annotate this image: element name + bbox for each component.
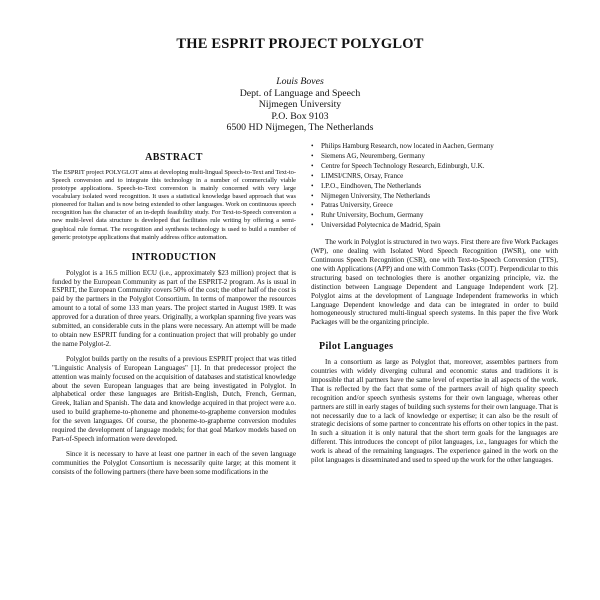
partner-item: • LIMSI/CNRS, Orsay, France	[311, 172, 558, 181]
introduction-heading: INTRODUCTION	[131, 251, 217, 263]
affiliation-line: Nijmegen University	[258, 99, 342, 111]
partner-item: • Nijmegen University, The Netherlands	[311, 192, 558, 201]
left-column	[52, 154, 296, 483]
partner-item: • Universidad Polytecnica de Madrid, Spain	[311, 221, 558, 230]
author-name: Louis Boves	[276, 76, 324, 87]
paper-title: THE ESPRIT PROJECT POLYGLOT	[176, 36, 424, 52]
partner-list	[311, 142, 558, 230]
intro-paragraph: Polyglot is a 16.5 million ECU (i.e., approximately $23 million) project that is funded by the European Community as part of the ESPRIT-2 program. As is usual in ESPRIT, the European Community covers 50% of the cost; the other half of the cost is paid by the partners in the Polyglot Consortium. In terms of manpower the resources amount to a total of some 133 man years. The project started in August 1989. It was approved for a duration of three years. Originally, a workplan spanning five years was submitted, an considerable cuts in the plans were necessary. An attempt will be made to obtain new ESPRIT funding for a continuation project that will probably go under the name Polyglot-2.	[52, 268, 296, 348]
structure-paragraph: The work in Polyglot is structured in two ways. First there are five Work Packages (WP), one dealing with Isolated Word Speech Recognition (IWSR), one with Continuous Speech Recognition (CSR), one with Text-to-Speech Conversion (TTS), one with Applications (APP) and one with Common Tasks (COT). Perpendicular to this structuring based on technologies there is another organizing principle, viz. the distinction between Language Dependent and Language Independent work [2]. Polyglot aims at the development of Language Independent frameworks in which Language Dependent knowledge and data can be integrated in order to build homogeneously structured multi-lingual speech systems. In this paper the five Work Packages will be the organizing principle.	[311, 238, 558, 327]
pilot-languages-heading: Pilot Languages	[319, 341, 394, 353]
intro-paragraph: Since it is necessary to have at least one partner in each of the seven language communities the Polyglot Consortium is necessarily quite large; at this moment it consists of the following partners (there have been some modifications in the	[52, 449, 296, 476]
affiliation-line: Dept. of Language and Speech	[239, 88, 361, 100]
partner-item: • I.P.O., Eindhoven, The Netherlands	[311, 182, 558, 191]
partner-item: • Patras University, Greece	[311, 201, 558, 210]
author-block	[0, 76, 600, 133]
affiliation-line: P.O. Box 9103	[271, 110, 329, 122]
partner-item: • Centre for Speech Technology Research, Edinburgh, U.K.	[311, 162, 558, 171]
intro-paragraph: Polyglot builds partly on the results of a previous ESPRIT project that was titled "Linguistic Analysis of European Languages" [1]. In that predecessor project the attention was mainly focused on the acquisition of databases and statistical knowledge about the seven European languages that are being investigated in Polyglot. In alphabetical order these languages are British-English, Dutch, French, German, Greek, Italian and Spanish. The data and knowledge acquired in that project were a.o. used to build grapheme-to-phoneme and phoneme-to-grapheme conversion modules for the seven languages. Of course, the phoneme-to-grapheme conversion modules required the development of language models; for that goal Markov models based on Part-of-Speech information were developed.	[52, 354, 296, 443]
partner-item: • Siemens AG, Neuremberg, Germany	[311, 152, 558, 161]
right-column	[311, 142, 558, 471]
partner-item: • Philips Hamburg Research, now located in Aachen, Germany	[311, 142, 558, 151]
affiliation-line: 6500 HD Nijmegen, The Netherlands	[226, 121, 374, 133]
abstract-body: The ESPRIT project POLYGLOT aims at developing multi-lingual Speech-to-Text and Text-to-Speech conversion and to integrate this technology in a number of commercially viable prototype applications. Speech-to-Text conversion is mainly concerned with very large vocabulary isolated word recognition. It uses a statistical knowledge based approach that was pioneered for Italian and is now being extended to other languages. Work on continuous speech recognition has the character of an in-depth feasibility study. For Text-to-Speech conversion a new multi-level data structure is developed that facilitates rule writing by offering a semi-graphical rule format. The recognition and synthesis technology is used to build a number of generic prototype applications that mainly address office automation.	[52, 168, 296, 241]
abstract-heading: ABSTRACT	[145, 152, 203, 163]
pilot-languages-body: In a consortium as large as Polyglot that, moreover, assembles partners from countries with widely diverging cultural and economic status and traditions it is impossible that all partners have the same level of expertise in all aspects of the work. That is reflected by the fact that some of the partners avail of high quality speech recognition and/or speech synthesis systems for their own language, whereas other partners are still in early stages of building such systems for their own language. That is not necessarily due to a lack of knowledge or expertise; it can also be the result of strategic decisions of some partner to concentrate his efforts on other topics in the past. In such a situation it is only natural that the short term goals for the languages are different. This introduces the concept of pilot languages, i.e., languages for which the work is ahead of the remaining languages. The experience gained in the work on the pilot languages is disseminated and used to speed up the work for the other languages.	[311, 358, 558, 465]
partner-item: • Ruhr University, Bochum, Germany	[311, 211, 558, 220]
